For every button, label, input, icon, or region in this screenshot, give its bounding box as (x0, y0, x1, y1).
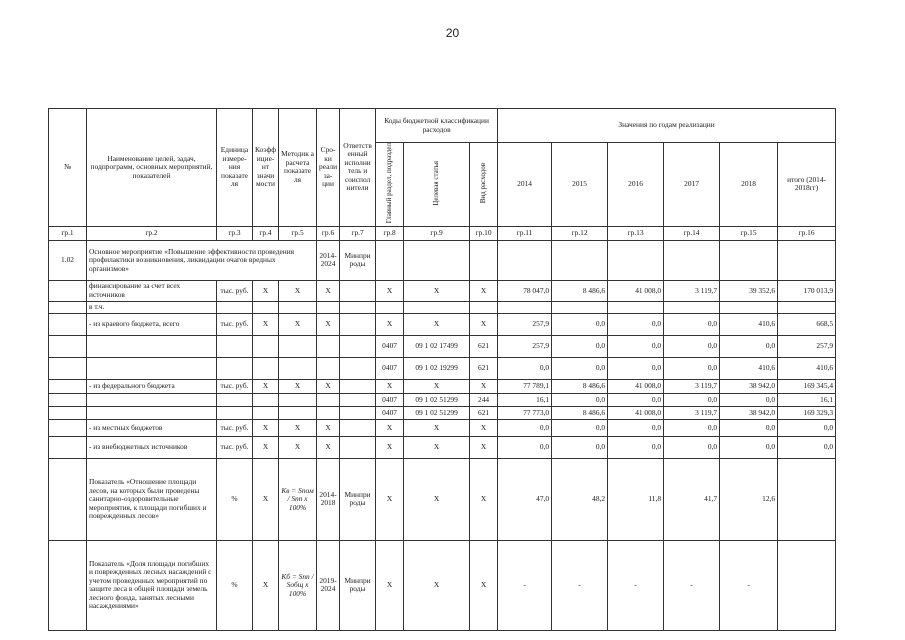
row-art: X (404, 419, 470, 436)
header-bk-section: Главный раздел, подраздел (376, 143, 404, 227)
row-unit: тыс. руб. (217, 436, 253, 458)
row-typ: 621 (470, 406, 498, 419)
row-method-formula: Кб = Sпп / Sобщ x 100% (279, 540, 317, 630)
table-row-regional-sub (49, 357, 836, 379)
row-value: 0,0 (664, 357, 720, 379)
row-typ: 244 (470, 393, 498, 406)
row-value (778, 540, 836, 630)
row-value: 0,0 (664, 313, 720, 335)
row-value: 41 008,0 (608, 406, 664, 419)
row-coef: X (253, 419, 279, 436)
row-method: X (279, 379, 317, 393)
row-art: X (404, 280, 470, 301)
col-number: гр.13 (608, 226, 664, 240)
row-sec: X (376, 458, 404, 540)
row-value: 410,6 (720, 357, 778, 379)
row-value: 410,6 (778, 357, 836, 379)
row-term: 2019-2024 (317, 540, 340, 630)
row-value: 8 486,6 (552, 280, 608, 301)
row-value (778, 458, 836, 540)
row-term: X (317, 313, 340, 335)
row-value: 11,8 (608, 458, 664, 540)
row-value: 410,6 (720, 313, 778, 335)
row-term: 2014-2018 (317, 458, 340, 540)
row-value: 0,0 (552, 313, 608, 335)
row-name: - из краевого бюджета, всего (87, 313, 217, 335)
row-coef: X (253, 458, 279, 540)
header-coef: Коэфф ицие-нт значи мости (253, 109, 279, 227)
header-year-total: итого (2014-2018гг) (778, 143, 836, 227)
row-name: в т.ч. (87, 301, 217, 313)
row-unit: % (217, 458, 253, 540)
row-value: 8 486,6 (552, 379, 608, 393)
row-art: X (404, 313, 470, 335)
row-value: 170 013,9 (778, 280, 836, 301)
col-number: гр.14 (664, 226, 720, 240)
row-value: - (720, 540, 778, 630)
row-sec: X (376, 379, 404, 393)
row-value: 41 008,0 (608, 379, 664, 393)
row-value: 0,0 (608, 335, 664, 357)
row-unit: тыс. руб. (217, 419, 253, 436)
row-typ: X (470, 436, 498, 458)
row-value: 0,0 (720, 436, 778, 458)
row-typ: X (470, 379, 498, 393)
row-value: 38 942,0 (720, 406, 778, 419)
row-sec: X (376, 313, 404, 335)
row-term: 2014-2024 (317, 240, 340, 280)
row-name: - из местных бюджетов (87, 419, 217, 436)
header-name: Наименование целей, задач, подпрограмм, основных мероприятий, показателей (87, 109, 217, 227)
row-value: 3 119,7 (664, 379, 720, 393)
row-name: финансирование за счет всех источников (87, 280, 217, 301)
table-row-main-activity (49, 240, 836, 280)
table-row-including (49, 301, 836, 313)
table-row-regional-sub (49, 335, 836, 357)
row-resp: Минпри роды (340, 458, 376, 540)
row-value: 16,1 (498, 393, 552, 406)
row-art: X (404, 436, 470, 458)
row-name: Основное мероприятие «Повышение эффективности проведения профилактики возникновения, ликвидации очагов вредных организмов» (87, 240, 317, 280)
row-coef: X (253, 280, 279, 301)
row-term: X (317, 419, 340, 436)
header-unit: Единица измере-ния показате ля (217, 109, 253, 227)
header-num: № (49, 109, 87, 227)
row-sec: 0407 (376, 357, 404, 379)
row-typ: X (470, 419, 498, 436)
row-art: X (404, 379, 470, 393)
header-resp: Ответств енный исполни тель и соиспол нители (340, 109, 376, 227)
header-bk-type: Вид расходов (470, 143, 498, 227)
row-value: 16,1 (778, 393, 836, 406)
row-value: 0,0 (720, 335, 778, 357)
column-number-row (49, 226, 836, 240)
row-coef: X (253, 313, 279, 335)
row-value: 3 119,7 (664, 406, 720, 419)
header-row-1 (49, 109, 836, 143)
row-value: 77 789,1 (498, 379, 552, 393)
row-resp: Минпри роды (340, 240, 376, 280)
row-value: 0,0 (608, 393, 664, 406)
row-value: 0,0 (552, 335, 608, 357)
col-number: гр.10 (470, 226, 498, 240)
col-number: гр.15 (720, 226, 778, 240)
row-value: - (552, 540, 608, 630)
col-number: гр.7 (340, 226, 376, 240)
row-value: - (664, 540, 720, 630)
row-unit: тыс. руб. (217, 280, 253, 301)
row-art: 09 1 02 51299 (404, 406, 470, 419)
row-value: 0,0 (664, 436, 720, 458)
row-value: 0,0 (498, 357, 552, 379)
col-number: гр.5 (279, 226, 317, 240)
row-unit: % (217, 540, 253, 630)
row-typ: 621 (470, 335, 498, 357)
col-number: гр.4 (253, 226, 279, 240)
header-year-2018: 2018 (720, 143, 778, 227)
row-value: 0,0 (608, 436, 664, 458)
row-value: 668,5 (778, 313, 836, 335)
col-number: гр.16 (778, 226, 836, 240)
row-art: X (404, 540, 470, 630)
row-value: 0,0 (664, 335, 720, 357)
row-name: Показатель «Отношение площади лесов, на которых были проведены санитарно-оздоровительные мероприятия, к площади погибших и поврежденных лесов» (87, 458, 217, 540)
row-art: X (404, 458, 470, 540)
col-number: гр.6 (317, 226, 340, 240)
row-value: 0,0 (498, 436, 552, 458)
budget-table (48, 108, 836, 631)
row-value: 48,2 (552, 458, 608, 540)
col-number: гр.3 (217, 226, 253, 240)
row-value: 0,0 (778, 436, 836, 458)
col-number: гр.9 (404, 226, 470, 240)
table-row-indicator-sanitary (49, 458, 836, 540)
row-value: 39 352,6 (720, 280, 778, 301)
row-sec: X (376, 280, 404, 301)
col-number: гр.12 (552, 226, 608, 240)
row-method: X (279, 313, 317, 335)
row-value: 78 047,0 (498, 280, 552, 301)
row-value: 0,0 (552, 419, 608, 436)
row-value: 3 119,7 (664, 280, 720, 301)
row-art: 09 1 02 51299 (404, 393, 470, 406)
table-row-local-budgets (49, 419, 836, 436)
row-method: X (279, 436, 317, 458)
row-unit: тыс. руб. (217, 379, 253, 393)
col-number: гр.2 (87, 226, 217, 240)
table-row-regional-budget (49, 313, 836, 335)
row-value: - (498, 540, 552, 630)
row-art: 09 1 02 19299 (404, 357, 470, 379)
table-row-extrabudgetary (49, 436, 836, 458)
row-sec: 0407 (376, 393, 404, 406)
header-values-by-year: Значения по годам реализации (498, 109, 836, 143)
row-typ: X (470, 458, 498, 540)
col-number: гр.1 (49, 226, 87, 240)
row-value: 0,0 (778, 419, 836, 436)
row-value: 257,9 (498, 335, 552, 357)
row-value: 0,0 (664, 393, 720, 406)
header-year-2016: 2016 (608, 143, 664, 227)
table-row-federal-budget (49, 379, 836, 393)
row-coef: X (253, 379, 279, 393)
row-num: 1.02 (49, 240, 87, 280)
table-row-federal-sub (49, 406, 836, 419)
row-method: X (279, 419, 317, 436)
header-bk-article: Целевая статья (404, 143, 470, 227)
row-value: 41 008,0 (608, 280, 664, 301)
row-value: 0,0 (664, 419, 720, 436)
row-resp: Минпри роды (340, 540, 376, 630)
row-value: 0,0 (552, 393, 608, 406)
col-number: гр.11 (498, 226, 552, 240)
header-method: Методик а расчета показате ля (279, 109, 317, 227)
row-sec: 0407 (376, 406, 404, 419)
row-value: 0,0 (552, 357, 608, 379)
row-value: 38 942,0 (720, 379, 778, 393)
row-typ: 621 (470, 357, 498, 379)
row-value: 257,9 (498, 313, 552, 335)
row-typ: X (470, 313, 498, 335)
row-coef: X (253, 540, 279, 630)
row-typ: X (470, 280, 498, 301)
page-number: 20 (445, 26, 460, 40)
row-name: - из федерального бюджета (87, 379, 217, 393)
row-coef: X (253, 436, 279, 458)
row-value: 0,0 (720, 393, 778, 406)
row-typ: X (470, 540, 498, 630)
header-bk-codes: Коды бюджетной классификации расходов (376, 109, 498, 143)
row-name: - из внебюджетных источников (87, 436, 217, 458)
row-value: 0,0 (608, 419, 664, 436)
row-sec: 0407 (376, 335, 404, 357)
row-term: X (317, 280, 340, 301)
row-value: - (608, 540, 664, 630)
row-art: 09 1 02 17499 (404, 335, 470, 357)
row-unit: тыс. руб. (217, 313, 253, 335)
row-method: X (279, 280, 317, 301)
header-term: Сро-ки реали за-ции (317, 109, 340, 227)
header-year-2014: 2014 (498, 143, 552, 227)
row-method-formula: Кв = Sпом / Sпп x 100% (279, 458, 317, 540)
table-row-federal-sub (49, 393, 836, 406)
row-sec: X (376, 419, 404, 436)
row-value: 169 345,4 (778, 379, 836, 393)
table-row-indicator-damaged-share (49, 540, 836, 630)
row-value: 169 329,3 (778, 406, 836, 419)
row-value: 0,0 (498, 419, 552, 436)
header-year-2015: 2015 (552, 143, 608, 227)
col-number: гр.8 (376, 226, 404, 240)
row-value: 47,0 (498, 458, 552, 540)
row-value: 0,0 (720, 419, 778, 436)
row-sec: X (376, 540, 404, 630)
row-value: 0,0 (608, 313, 664, 335)
table-row-financing-total (49, 280, 836, 301)
row-value: 41,7 (664, 458, 720, 540)
row-sec: X (376, 436, 404, 458)
row-name: Показатель «Доля площади погибших и поврежденных лесных насаждений с учетом проведенных мероприятий по защите леса в общей площади земель лесного фонда, занятых лесными насаждениями» (87, 540, 217, 630)
row-value: 0,0 (608, 357, 664, 379)
row-value: 0,0 (552, 436, 608, 458)
row-value: 77 773,0 (498, 406, 552, 419)
row-value: 257,9 (778, 335, 836, 357)
header-year-2017: 2017 (664, 143, 720, 227)
row-term: X (317, 379, 340, 393)
row-term: X (317, 436, 340, 458)
row-value: 12,6 (720, 458, 778, 540)
row-value: 8 486,6 (552, 406, 608, 419)
